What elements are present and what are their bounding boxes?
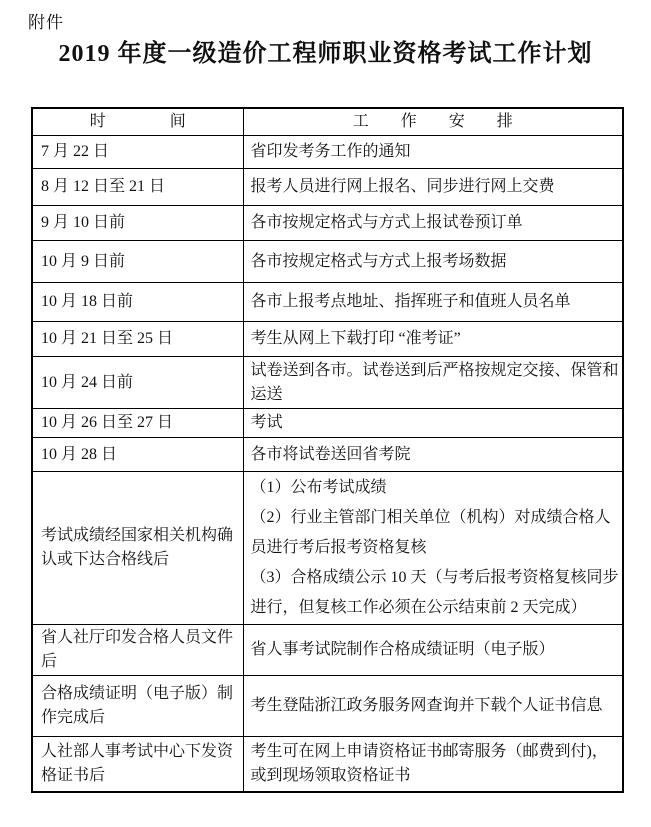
table-row bbox=[32, 206, 623, 241]
table-row bbox=[32, 438, 623, 472]
attachment-label: 附件 bbox=[28, 13, 64, 32]
table-row bbox=[32, 625, 623, 676]
schedule-table bbox=[31, 107, 624, 793]
work-cell: 省人事考试院制作合格成绩证明（电子版） bbox=[243, 625, 623, 676]
page-title: 2019 年度一级造价工程师职业资格考试工作计划 bbox=[58, 41, 593, 67]
work-cell: 各市将试卷送回省考院 bbox=[243, 438, 623, 472]
time-cell: 10 月 26 日至 27 日 bbox=[32, 409, 243, 438]
work-cell: 各市上报考点地址、指挥班子和值班人员名单 bbox=[243, 283, 623, 322]
time-cell: 7 月 22 日 bbox=[32, 136, 243, 169]
document-page bbox=[0, 8, 651, 827]
work-cell: 省印发考务工作的通知 bbox=[243, 136, 623, 169]
work-cell bbox=[243, 472, 623, 625]
column-header-time: 时 间 bbox=[32, 108, 243, 136]
table-row bbox=[32, 241, 623, 283]
work-cell: 考生登陆浙江政务服务网查询并下载个人证书信息 bbox=[243, 676, 623, 737]
work-item-2: （2）行业主管部门相关单位（机构）对成绩合格人员进行考后报考资格复核 bbox=[250, 509, 611, 556]
time-cell: 省人社厅印发合格人员文件后 bbox=[32, 625, 243, 676]
time-cell: 合格成绩证明（电子版）制作完成后 bbox=[32, 676, 243, 737]
time-cell: 8 月 12 日至 21 日 bbox=[32, 169, 243, 206]
table-row bbox=[32, 322, 623, 357]
table-row bbox=[32, 409, 623, 438]
work-item-1: （1）公布考试成绩 bbox=[250, 479, 387, 496]
time-cell: 10 月 9 日前 bbox=[32, 241, 243, 283]
table-row bbox=[32, 283, 623, 322]
work-cell: 报考人员进行网上报名、同步进行网上交费 bbox=[243, 169, 623, 206]
work-cell: 考生可在网上申请资格证书邮寄服务（邮费到付)，或到现场领取资格证书 bbox=[243, 737, 623, 793]
time-cell: 考试成绩经国家相关机构确认或下达合格线后 bbox=[32, 472, 243, 625]
table-row bbox=[32, 676, 623, 737]
header-row bbox=[32, 108, 623, 136]
work-cell: 考生从网上下载打印 “准考证” bbox=[243, 322, 623, 357]
table-row bbox=[32, 136, 623, 169]
time-cell: 10 月 28 日 bbox=[32, 438, 243, 472]
time-cell: 人社部人事考试中心下发资格证书后 bbox=[32, 737, 243, 793]
work-cell: 考试 bbox=[243, 409, 623, 438]
work-cell: 试卷送到各市。试卷送到后严格按规定交接、保管和运送 bbox=[243, 357, 623, 409]
work-cell: 各市按规定格式与方式上报试卷预订单 bbox=[243, 206, 623, 241]
table-row bbox=[32, 472, 623, 625]
table-row bbox=[32, 169, 623, 206]
column-header-work: 工 作 安 排 bbox=[243, 108, 623, 136]
time-cell: 10 月 21 日至 25 日 bbox=[32, 322, 243, 357]
work-cell: 各市按规定格式与方式上报考场数据 bbox=[243, 241, 623, 283]
work-item-3: （3）合格成绩公示 10 天（与考后报考资格复核同步进行，但复核工作必须在公示结束前 2 天完成） bbox=[250, 569, 619, 616]
time-cell: 10 月 24 日前 bbox=[32, 357, 243, 409]
table-row bbox=[32, 357, 623, 409]
time-cell: 10 月 18 日前 bbox=[32, 283, 243, 322]
table-row bbox=[32, 737, 623, 793]
time-cell: 9 月 10 日前 bbox=[32, 206, 243, 241]
